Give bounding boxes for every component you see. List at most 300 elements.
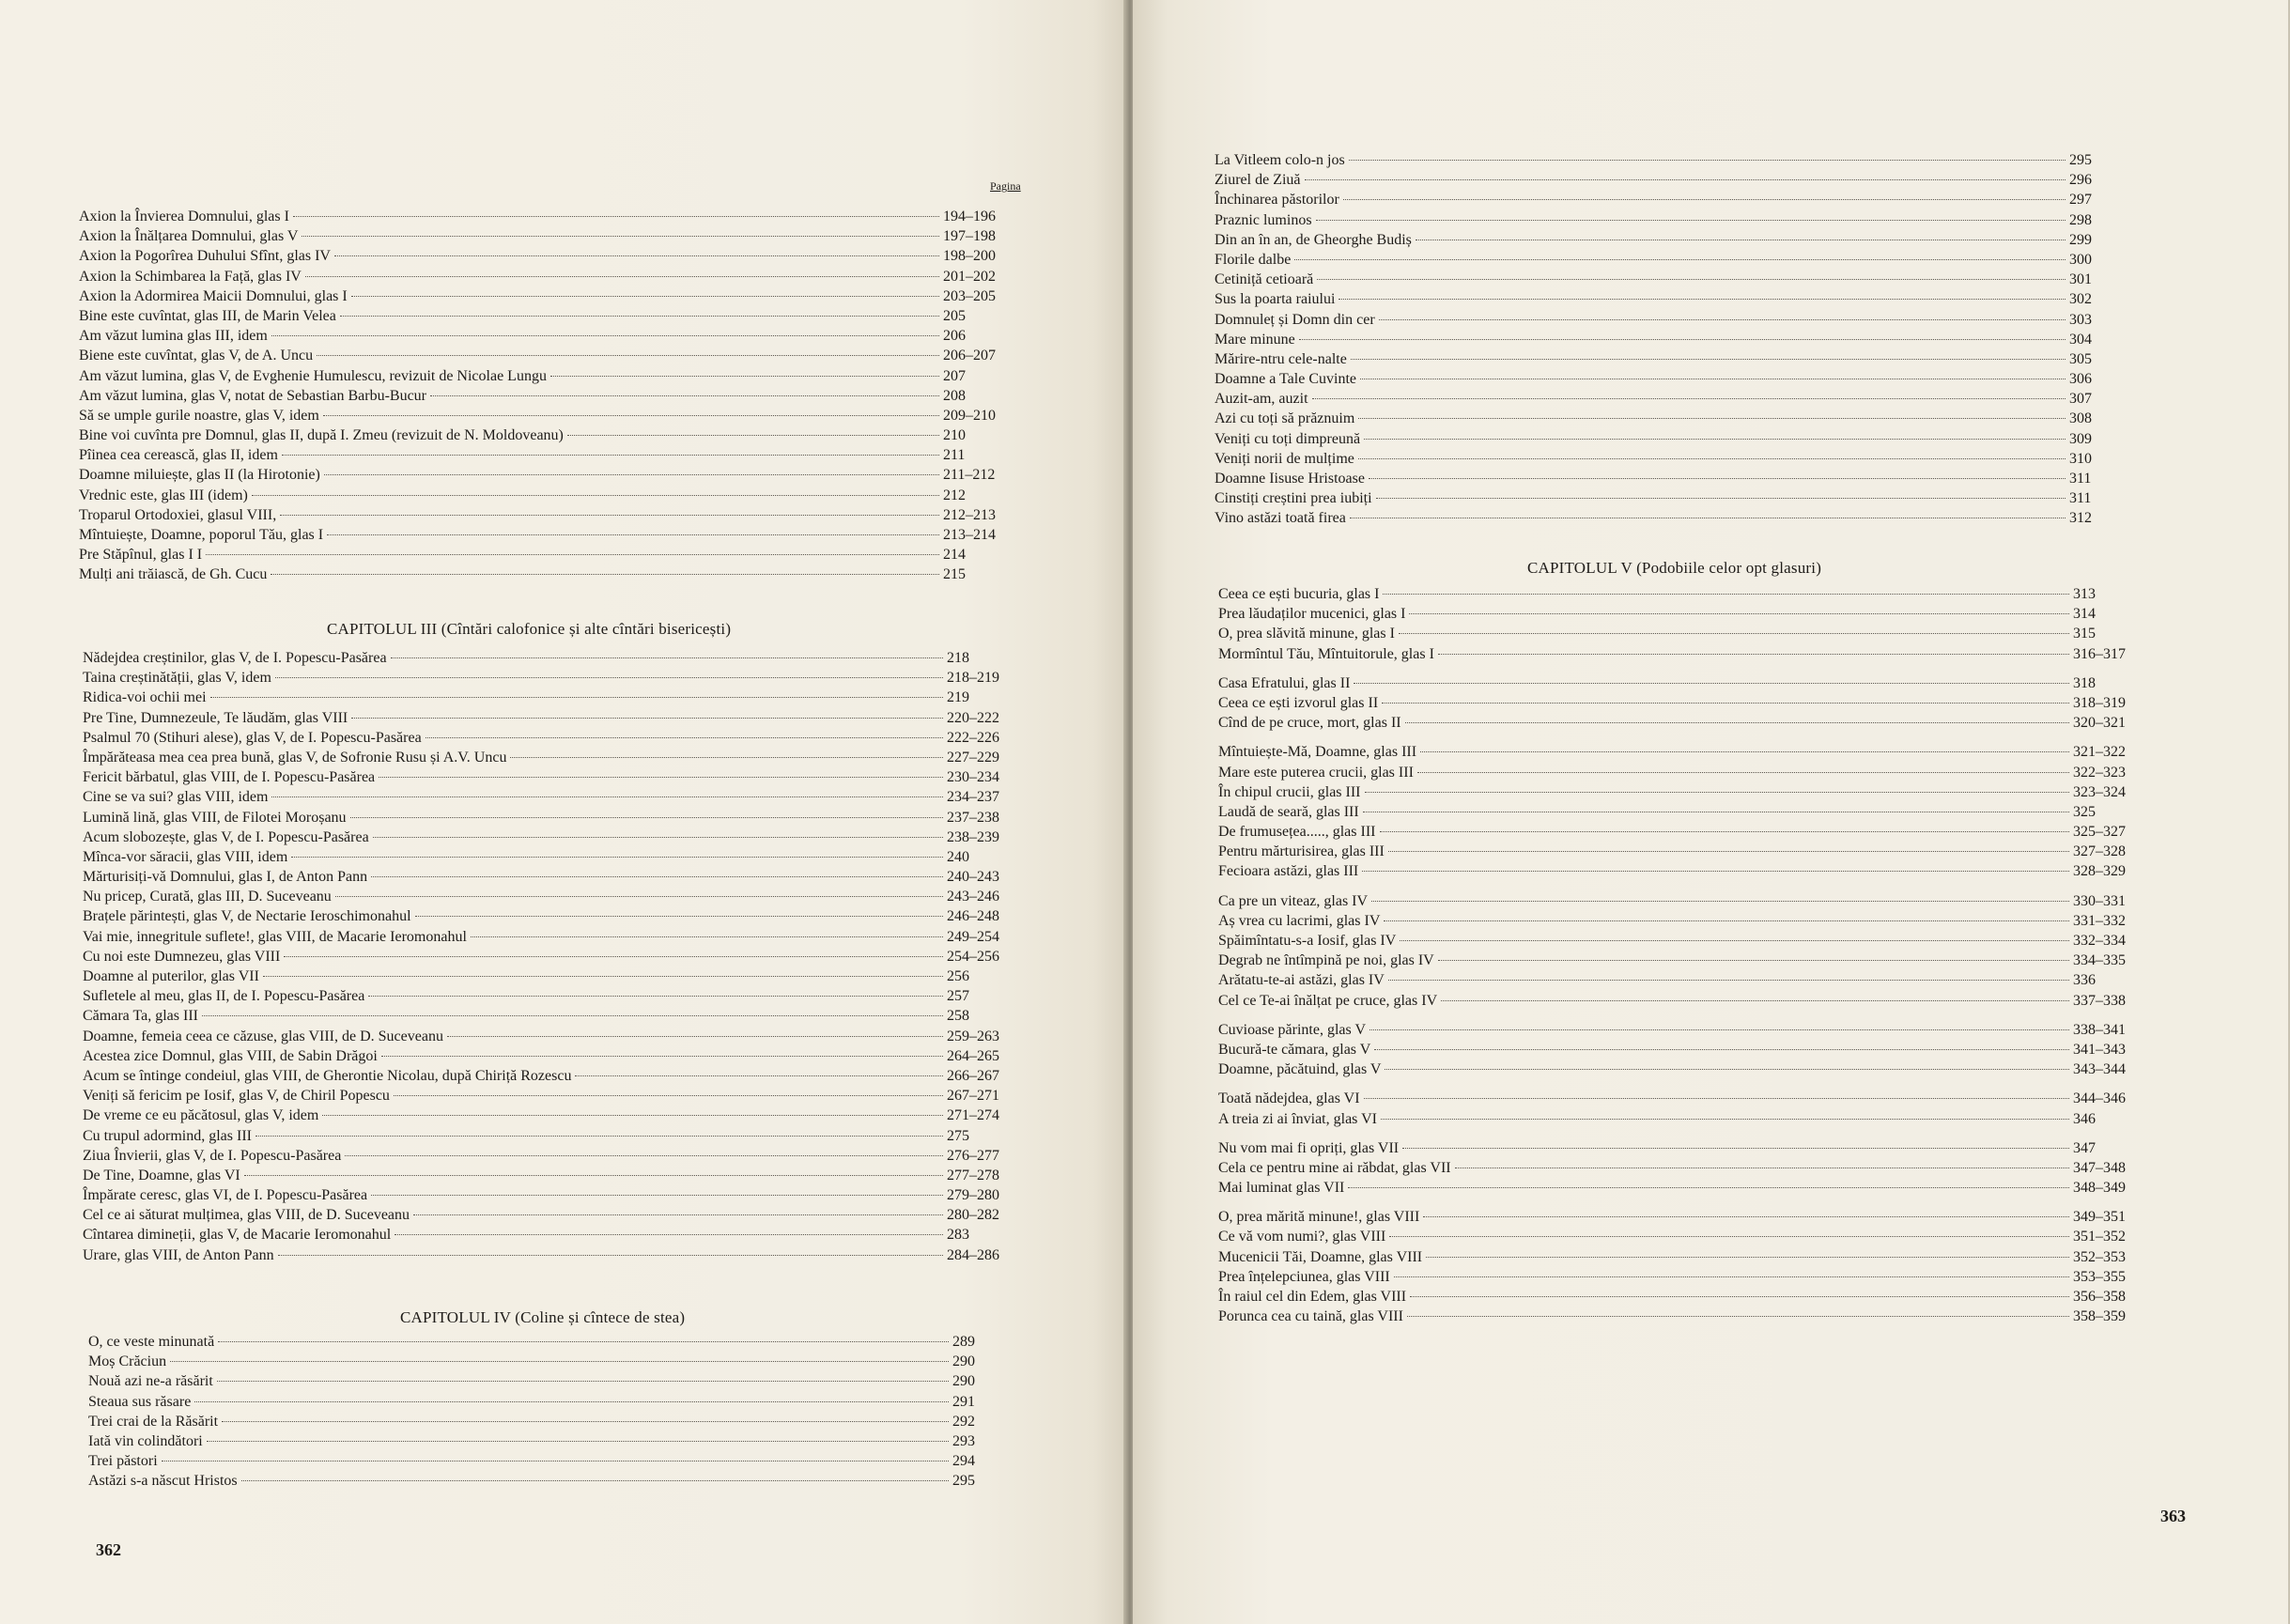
toc-entry: [83, 808, 1050, 827]
toc-entry: [1218, 1059, 2176, 1079]
toc-entry: [83, 1166, 1050, 1185]
toc-entry-page: 293: [952, 1432, 975, 1449]
toc-entry: [79, 226, 1046, 246]
toc-entry-title: Am văzut lumina glas III, idem: [79, 328, 268, 345]
toc-entry-page: 352–353: [2073, 1248, 2126, 1265]
dot-leader: [302, 236, 939, 237]
toc-entry-page: 318: [2073, 674, 2096, 691]
toc-entry: [1215, 289, 2173, 309]
dot-leader: [350, 817, 943, 818]
toc-entry-title: Urare, glas VIII, de Anton Pann: [83, 1246, 274, 1263]
dot-leader: [1417, 772, 2069, 773]
dot-leader: [1294, 259, 2066, 260]
dot-leader: [1382, 703, 2069, 704]
toc-entry-title: De Tine, Doamne, glas VI: [83, 1167, 240, 1183]
toc-entry: [1218, 1109, 2176, 1129]
dot-leader: [1379, 319, 2066, 320]
toc-entry-title: Casa Efratului, glas II: [1218, 674, 1351, 691]
toc-entry-page: 343–344: [2073, 1061, 2126, 1078]
toc-entry: [83, 748, 1050, 767]
dot-leader: [323, 415, 939, 416]
toc-entry-title: Praznic luminos: [1215, 211, 1312, 228]
dot-leader: [1354, 683, 2069, 684]
toc-entry-title: Mîntuiește, Doamne, poporul Tău, glas I: [79, 527, 324, 543]
dot-leader: [194, 1401, 949, 1402]
toc-entry-page: 297: [2069, 192, 2092, 209]
toc-entry-page: 211: [943, 447, 966, 464]
toc-entry-page: 234–237: [947, 789, 999, 806]
dot-leader: [335, 896, 943, 897]
dot-leader: [1388, 980, 2069, 981]
dot-leader: [395, 1234, 943, 1235]
toc-entry-title: O, prea mărită minune!, glas VIII: [1218, 1209, 1420, 1226]
toc-entry-page: 213–214: [943, 527, 996, 543]
toc-entry-page: 330–331: [2073, 892, 2126, 909]
toc-entry-title: Nădejdea creștinilor, glas V, de I. Popescu-Pasărea: [83, 650, 387, 666]
toc-entry: [1215, 330, 2173, 349]
toc-entry-page: 338–341: [2073, 1021, 2126, 1038]
toc-entry: [1218, 673, 2176, 693]
toc-entry: [83, 986, 1050, 1006]
toc-entry: [1215, 349, 2173, 369]
dot-leader: [391, 657, 943, 658]
toc-entry: [83, 1106, 1050, 1125]
toc-entry-page: 315: [2073, 626, 2096, 642]
toc-entry: [1215, 190, 2173, 209]
toc-entry-title: Brațele părintești, glas V, de Nectarie Ieroschimonahul: [83, 908, 411, 925]
toc-entry-title: Porunca cea cu taină, glas VIII: [1218, 1308, 1403, 1325]
toc-entry-page: 353–355: [2073, 1268, 2126, 1285]
toc-entry: [1218, 763, 2176, 782]
toc-entry-title: Cu trupul adormind, glas III: [83, 1127, 252, 1144]
toc-entry: [83, 1086, 1050, 1106]
toc-entry-page: 311: [2069, 471, 2092, 487]
toc-entry-page: 257: [947, 988, 969, 1005]
dot-leader: [327, 534, 939, 535]
toc-entry: [83, 827, 1050, 847]
toc-entry: [79, 445, 1046, 465]
toc-entry: [83, 867, 1050, 887]
toc-entry: [1218, 644, 2176, 664]
dot-leader: [1388, 851, 2069, 852]
toc-entry: [1215, 310, 2173, 330]
toc-entry: [88, 1412, 1056, 1431]
dot-leader: [1438, 654, 2069, 655]
toc-entry-page: 218–219: [947, 670, 999, 687]
toc-entry-title: Degrab ne întîmpină pe noi, glas IV: [1218, 952, 1434, 969]
toc-entry-page: 201–202: [943, 268, 996, 285]
toc-entry: [1218, 970, 2176, 990]
toc-entry: [1215, 508, 2173, 528]
dot-leader: [244, 1175, 943, 1176]
toc-entry-title: Biene este cuvîntat, glas V, de A. Uncu: [79, 348, 314, 364]
toc-entry-title: Domnuleț și Domn din cer: [1215, 311, 1375, 328]
toc-list-chapter-2: [79, 207, 1046, 585]
dot-leader: [447, 1036, 943, 1037]
toc-entry-page: 214: [943, 547, 966, 564]
dot-leader: [1384, 920, 2069, 921]
toc-entry: [1218, 861, 2176, 881]
toc-entry: [83, 708, 1050, 728]
toc-entry: [1215, 469, 2173, 488]
toc-entry-page: 351–352: [2073, 1229, 2126, 1245]
toc-entry-title: Azi cu toți să prăznuim: [1215, 410, 1355, 427]
toc-entry-title: Laudă de seară, glas III: [1218, 803, 1359, 820]
chapter-3-heading: CAPITOLUL III (Cîntări calofonice și alte cîntări bisericești): [327, 620, 732, 638]
toc-entry-page: 299: [2069, 231, 2092, 248]
toc-entry: [1218, 604, 2176, 624]
toc-entry-page: 298: [2069, 211, 2092, 228]
toc-entry-page: 207: [943, 367, 966, 384]
toc-entry-page: 309: [2069, 430, 2092, 447]
toc-entry-page: 222–226: [947, 729, 999, 746]
toc-entry-title: Spăimîntatu-s-a Iosif, glas IV: [1218, 933, 1397, 949]
dot-leader: [415, 916, 943, 917]
toc-entry: [1218, 931, 2176, 951]
toc-entry-title: Ridica-voi ochii mei: [83, 689, 207, 706]
dot-leader: [351, 718, 943, 719]
toc-entry: [1218, 891, 2176, 911]
toc-entry-title: Ce vă vom numi?, glas VIII: [1218, 1229, 1386, 1245]
toc-entry: [83, 1205, 1050, 1225]
toc-entry-title: Axion la Înălțarea Domnului, glas V: [79, 228, 299, 245]
toc-entry-title: Pre Tine, Dumnezeule, Te lăudăm, glas VIII: [83, 709, 348, 726]
toc-entry-title: Nouă azi ne-a răsărit: [88, 1373, 213, 1390]
toc-entry: [1218, 713, 2176, 733]
toc-entry: [83, 927, 1050, 947]
toc-entry-title: Doamne a Tale Cuvinte: [1215, 371, 1356, 388]
toc-entry-page: 271–274: [947, 1107, 999, 1124]
toc-entry-title: A treia zi ai înviat, glas VI: [1218, 1110, 1377, 1127]
toc-entry: [79, 246, 1046, 266]
toc-entry: [1218, 951, 2176, 970]
dot-leader: [255, 1136, 943, 1137]
dot-leader: [379, 777, 943, 778]
toc-entry-page: 218: [947, 650, 969, 666]
chapter-4-heading: CAPITOLUL IV (Coline și cîntece de stea): [400, 1308, 686, 1326]
toc-entry-page: 246–248: [947, 908, 999, 925]
toc-entry: [83, 887, 1050, 906]
toc-entry-title: Acum se întinge condeiul, glas VIII, de Gherontie Nicolau, după Chiriță Rozescu: [83, 1067, 572, 1084]
dot-leader: [1381, 1119, 2069, 1120]
toc-entry-page: 314: [2073, 606, 2096, 623]
dot-leader: [278, 1255, 943, 1256]
toc-entry-title: Psalmul 70 (Stihuri alese), glas V, de I. Popescu-Pasărea: [83, 729, 422, 746]
dot-leader: [252, 495, 939, 496]
toc-entry-title: Bucură-te cămara, glas V: [1218, 1041, 1371, 1058]
toc-entry-title: Fecioara astăzi, glas III: [1218, 863, 1359, 880]
toc-entry-title: Bine voi cuvînta pre Domnul, glas II, după I. Zmeu (revizuit de N. Moldoveanu): [79, 427, 564, 444]
toc-entry: [1215, 389, 2173, 409]
toc-entry-title: Din an în an, de Gheorghe Budiș: [1215, 231, 1412, 248]
dot-leader: [222, 1421, 949, 1422]
toc-entry: [88, 1431, 1056, 1451]
toc-entry-title: Am văzut lumina, glas V, notat de Sebastian Barbu-Bucur: [79, 387, 427, 404]
toc-entry-title: Lumină lină, glas VIII, de Filotei Moroșanu: [83, 809, 347, 826]
toc-entry-title: Axion la Învierea Domnului, glas I: [79, 209, 289, 224]
toc-entry-title: Sus la poarta raiului: [1215, 291, 1336, 308]
toc-entry-title: Arătatu-te-ai astăzi, glas IV: [1218, 972, 1385, 989]
toc-entry-title: Fericit bărbatul, glas VIII, de I. Popescu-Pasărea: [83, 769, 376, 786]
dot-leader: [1351, 359, 2066, 360]
dot-leader: [381, 1056, 943, 1057]
dot-leader: [1380, 831, 2070, 832]
toc-entry-title: Mîntuiește-Mă, Doamne, glas III: [1218, 744, 1417, 761]
toc-entry-page: 318–319: [2073, 694, 2126, 711]
dot-leader: [170, 1361, 949, 1362]
dot-leader: [1348, 1187, 2069, 1188]
toc-entry: [83, 767, 1050, 787]
toc-entry-title: Cel ce ai săturat mulțimea, glas VIII, de D. Suceveanu: [83, 1207, 410, 1224]
toc-entry-title: Prea înțelepciunea, glas VIII: [1218, 1268, 1390, 1285]
toc-entry-page: 211–212: [943, 467, 996, 484]
toc-entry-page: 197–198: [943, 228, 996, 245]
dot-leader: [1394, 1276, 2069, 1277]
toc-entry-title: Mărturisiți-vă Domnului, glas I, de Anton Pann: [83, 869, 368, 886]
toc-entry: [1218, 911, 2176, 931]
dot-leader: [1316, 220, 2066, 221]
dot-leader: [1389, 1236, 2069, 1237]
toc-entry: [83, 1066, 1050, 1086]
dot-leader: [413, 1214, 943, 1215]
toc-entry-page: 206: [943, 328, 966, 345]
dot-leader: [1402, 1148, 2069, 1149]
toc-entry: [88, 1471, 1056, 1491]
dot-leader: [351, 296, 939, 297]
toc-entry-title: Cînd de pe cruce, mort, glas II: [1218, 715, 1401, 732]
toc-entry-title: De vreme ce eu păcătosul, glas V, idem: [83, 1107, 319, 1124]
toc-entry-title: Împărăteasa mea cea prea bună, glas V, de Sofronie Rusu și A.V. Uncu: [83, 749, 507, 766]
toc-entry-page: 302: [2069, 291, 2092, 308]
toc-entry: [1218, 782, 2176, 802]
toc-entry: [79, 366, 1046, 386]
toc-entry: [88, 1352, 1056, 1371]
toc-entry-page: 238–239: [947, 828, 999, 845]
toc-list-chapter-4: [88, 1332, 1056, 1492]
dot-leader: [510, 757, 943, 758]
toc-entry: [83, 1126, 1050, 1146]
toc-entry: [1218, 693, 2176, 713]
dot-leader: [1364, 1098, 2069, 1099]
toc-entry: [88, 1392, 1056, 1412]
toc-entry: [83, 1006, 1050, 1026]
toc-entry-page: 310: [2069, 450, 2092, 467]
toc-entry-title: Troparul Ortodoxiei, glasul VIII,: [79, 506, 277, 523]
toc-entry: [83, 688, 1050, 707]
page-number-right: 363: [2160, 1507, 2186, 1525]
toc-entry: [1215, 150, 2173, 170]
toc-entry-title: Închinarea păstorilor: [1215, 192, 1339, 209]
toc-entry-page: 292: [952, 1413, 975, 1430]
toc-entry-page: 358–359: [2073, 1308, 2126, 1325]
toc-entry-title: Ceea ce ești bucuria, glas I: [1218, 586, 1380, 602]
dot-leader: [1338, 299, 2066, 300]
toc-entry: [1218, 584, 2176, 604]
toc-entry-title: Cinstiți creștini prea iubiți: [1215, 490, 1372, 507]
toc-entry: [79, 425, 1046, 445]
dot-leader: [206, 554, 939, 555]
toc-entry: [1218, 991, 2176, 1011]
toc-entry: [1215, 210, 2173, 230]
toc-entry-title: Steaua sus răsare: [88, 1393, 192, 1410]
toc-entry-page: 348–349: [2073, 1180, 2126, 1197]
dot-leader: [1423, 1216, 2069, 1217]
toc-entry-page: 356–358: [2073, 1289, 2126, 1305]
toc-entry-title: Axion la Adormirea Maicii Domnului, glas I: [79, 287, 348, 304]
toc-entry-page: 321–322: [2073, 744, 2126, 761]
toc-entry-title: Prea lăudaților mucenici, glas I: [1218, 606, 1406, 623]
dot-leader: [1407, 1316, 2069, 1317]
dot-leader: [575, 1075, 943, 1076]
toc-entry-title: Vrednic este, glas III (idem): [79, 487, 248, 503]
dot-leader: [1369, 478, 2066, 479]
toc-entry: [1215, 369, 2173, 389]
toc-entry-page: 290: [952, 1353, 975, 1370]
dot-leader: [1410, 1296, 2069, 1297]
toc-entry-page: 323–324: [2073, 783, 2126, 800]
toc-entry-title: Mărire-ntru cele-nalte: [1215, 350, 1347, 367]
toc-entry: [79, 386, 1046, 406]
toc-entry: [1218, 1158, 2176, 1178]
toc-entry-title: Vino astăzi toată firea: [1215, 510, 1346, 527]
dot-leader: [1364, 439, 2066, 440]
toc-entry: [79, 565, 1046, 584]
toc-entry-page: 227–229: [947, 749, 999, 766]
dot-leader: [1365, 792, 2070, 793]
toc-entry: [1215, 230, 2173, 250]
toc-entry-page: 325–327: [2073, 824, 2126, 841]
page-number-left: 362: [96, 1540, 121, 1559]
dot-leader: [371, 876, 943, 877]
toc-entry: [1218, 1227, 2176, 1246]
toc-entry-title: Trei păstori: [88, 1453, 158, 1470]
toc-entry: [1215, 270, 2173, 289]
toc-entry: [79, 505, 1046, 525]
toc-entry-title: Pentru mărturisirea, glas III: [1218, 843, 1385, 860]
toc-entry-title: Taina creștinătății, glas V, idem: [83, 670, 271, 687]
toc-entry-page: 313: [2073, 586, 2096, 602]
toc-entry: [79, 346, 1046, 365]
toc-entry: [83, 1185, 1050, 1205]
toc-entry: [1215, 250, 2173, 270]
toc-entry-page: 337–338: [2073, 992, 2126, 1009]
toc-entry-page: 203–205: [943, 287, 996, 304]
toc-entry: [79, 286, 1046, 306]
toc-entry-page: 267–271: [947, 1088, 999, 1105]
toc-entry: [88, 1332, 1056, 1352]
toc-entry-title: Doamne, femeia ceea ce căzuse, glas VIII, de D. Suceveanu: [83, 1028, 443, 1044]
toc-entry: [1218, 1287, 2176, 1307]
toc-entry: [79, 267, 1046, 286]
dot-leader: [340, 316, 939, 317]
dot-leader: [1400, 940, 2069, 941]
dot-leader: [1376, 498, 2066, 499]
toc-entry-title: Veniți cu toți dimpreună: [1215, 430, 1361, 447]
toc-entry-title: Cetiniță cetioară: [1215, 271, 1314, 288]
toc-entry: [83, 1245, 1050, 1265]
toc-entry: [1218, 1138, 2176, 1158]
dot-leader: [373, 837, 943, 838]
toc-entry-title: În raiul cel din Edem, glas VIII: [1218, 1289, 1407, 1305]
toc-entry: [79, 207, 1046, 226]
toc-entry-page: 284–286: [947, 1246, 999, 1263]
toc-entry: [79, 406, 1046, 425]
toc-entry-title: Mare este puterea crucii, glas III: [1218, 764, 1414, 781]
toc-list-chapter-4-continued: [1215, 150, 2173, 529]
toc-entry: [1218, 1207, 2176, 1227]
toc-entry-page: 205: [943, 307, 966, 324]
toc-entry-page: 347: [2073, 1139, 2096, 1156]
toc-entry: [79, 306, 1046, 326]
toc-entry-title: Împărate ceresc, glas VI, de I. Popescu-Pasărea: [83, 1187, 368, 1204]
toc-entry-page: 305: [2069, 350, 2092, 367]
toc-entry: [1218, 1247, 2176, 1267]
toc-entry-page: 283: [947, 1227, 969, 1244]
toc-entry: [79, 525, 1046, 545]
toc-entry-title: Pîinea cea cerească, glas II, idem: [79, 447, 278, 464]
toc-entry-title: Să se umple gurile noastre, glas V, idem: [79, 407, 319, 424]
toc-entry-page: 275: [947, 1127, 969, 1144]
toc-entry-page: 194–196: [943, 209, 996, 224]
dot-leader: [282, 455, 939, 456]
dot-leader: [1371, 901, 2069, 902]
dot-leader: [210, 697, 943, 698]
toc-entry-title: Aș vrea cu lacrimi, glas IV: [1218, 912, 1381, 929]
toc-entry-page: 237–238: [947, 809, 999, 826]
toc-entry-title: Florile dalbe: [1215, 251, 1292, 268]
dot-leader: [218, 1341, 949, 1342]
dot-leader: [293, 216, 939, 217]
dot-leader: [202, 1015, 943, 1016]
dot-leader: [280, 515, 939, 516]
toc-entry-title: Sufletele al meu, glas II, de I. Popescu-Pasărea: [83, 988, 365, 1005]
toc-entry: [79, 545, 1046, 565]
toc-entry-page: 349–351: [2073, 1209, 2126, 1226]
toc-entry-page: 264–265: [947, 1047, 999, 1064]
toc-entry-page: 295: [2069, 152, 2092, 168]
toc-entry-page: 209–210: [943, 407, 996, 424]
dot-leader: [1312, 398, 2066, 399]
dot-leader: [1405, 722, 2069, 723]
toc-entry-title: Mînca-vor săracii, glas VIII, idem: [83, 848, 288, 865]
toc-entry-title: Mare minune: [1215, 331, 1295, 348]
toc-entry: [83, 906, 1050, 926]
toc-entry: [1218, 624, 2176, 643]
toc-entry: [83, 648, 1050, 668]
toc-entry: [1218, 842, 2176, 861]
toc-entry-page: 300: [2069, 251, 2092, 268]
toc-entry: [79, 326, 1046, 346]
dot-leader: [334, 255, 939, 256]
toc-entry-page: 301: [2069, 271, 2092, 288]
toc-entry-title: Ceea ce ești izvorul glas II: [1218, 694, 1379, 711]
toc-entry-page: 243–246: [947, 889, 999, 905]
toc-entry: [1215, 170, 2173, 190]
toc-list-chapter-5: [1218, 584, 2176, 1326]
toc-entry: [1218, 822, 2176, 842]
toc-entry-page: 256: [947, 968, 969, 984]
toc-entry: [1218, 742, 2176, 762]
toc-entry-page: 334–335: [2073, 952, 2126, 969]
toc-entry-page: 212: [943, 487, 966, 503]
toc-entry-page: 344–346: [2073, 1090, 2126, 1107]
dot-leader: [1317, 279, 2066, 280]
toc-entry: [88, 1451, 1056, 1471]
toc-entry-title: În chipul crucii, glas III: [1218, 783, 1361, 800]
toc-entry-page: 341–343: [2073, 1041, 2126, 1058]
pagina-column-header: Pagina: [990, 179, 1021, 193]
dot-leader: [207, 1441, 949, 1442]
